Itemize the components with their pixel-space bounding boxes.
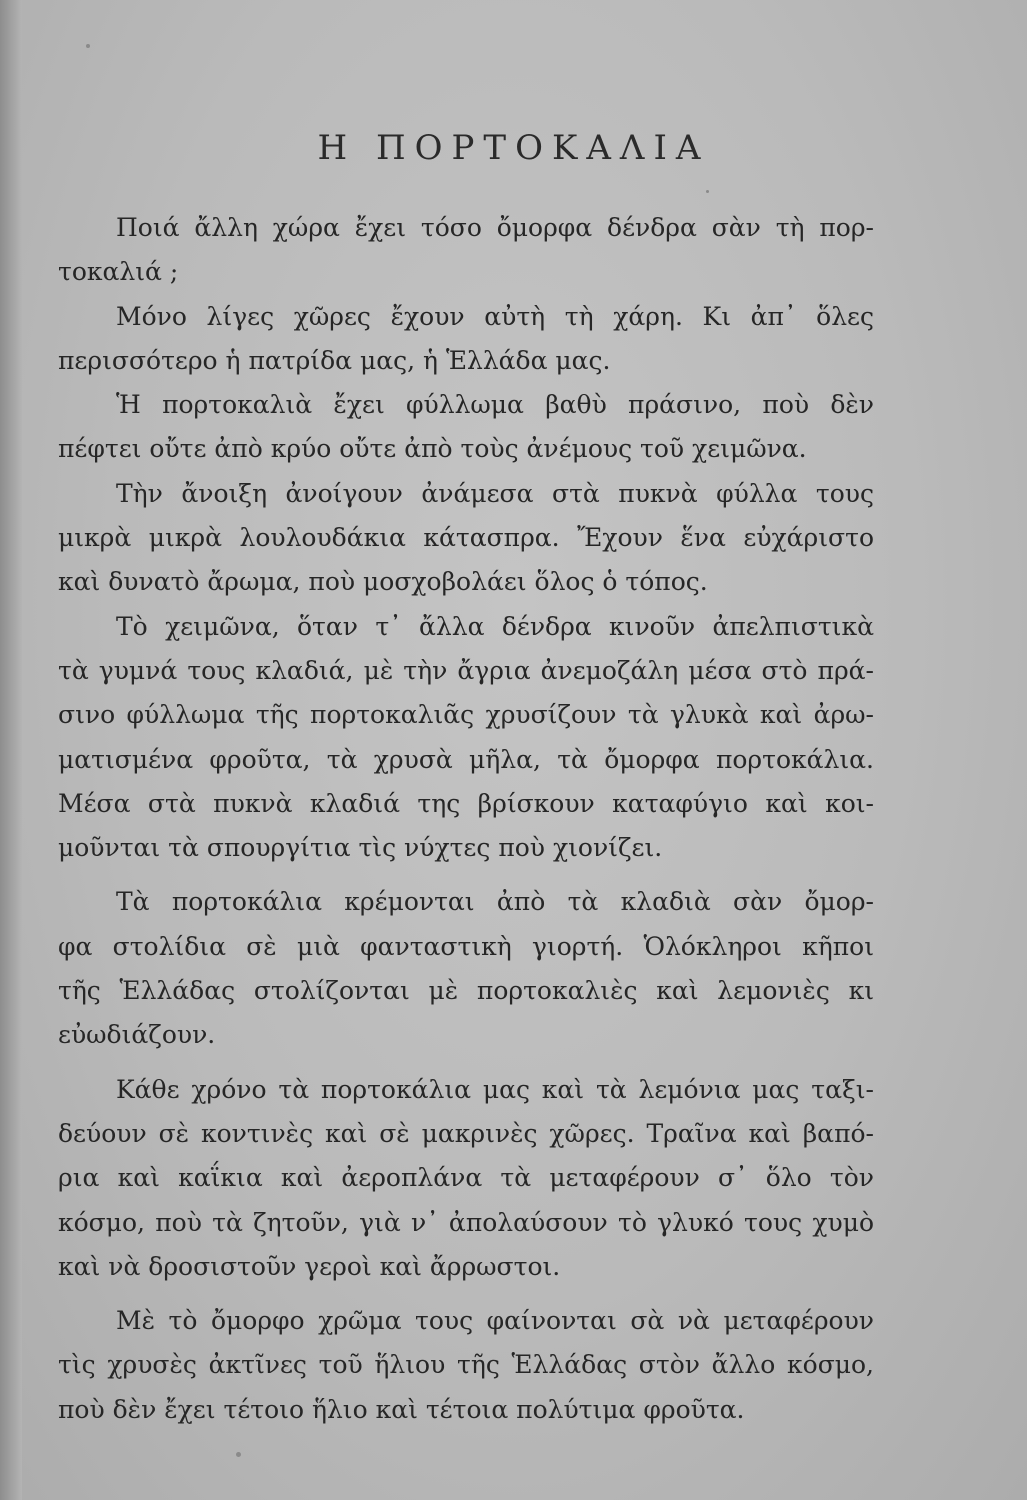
text-line: σινο φύλλωμα τῆς πορτοκαλιᾶς χρυσίζουν τὰ γλυκὰ καὶ ἀρω- (58, 700, 874, 730)
text-line: Μὲ τὸ ὄμορφο χρῶμα τους φαίνονται σὰ νὰ μεταφέρουν (116, 1306, 874, 1336)
text-line: ματισμένα φροῦτα, τὰ χρυσὰ μῆλα, τὰ ὄμορφα πορτοκάλια. (58, 744, 874, 774)
text-line: κόσμο, ποὺ τὰ ζητοῦν, γιὰ ν᾽ ἀπολαύσουν τὸ γλυκό τους χυμὸ (58, 1207, 874, 1237)
print-speck (706, 190, 709, 193)
page-title: Η ΠΟΡΤΟΚΑΛΙΑ (317, 128, 710, 168)
text-line: Τὴν ἄνοιξη ἀνοίγουν ἀνάμεσα στὰ πυκνὰ φύλλα τους (116, 478, 874, 508)
text-line: Κάθε χρόνο τὰ πορτοκάλια μας καὶ τὰ λεμόνια μας ταξι- (116, 1074, 874, 1104)
page-gutter-shadow (0, 0, 22, 1500)
text-line: πέφτει οὔτε ἀπὸ κρύο οὔτε ἀπὸ τοὺς ἀνέμους τοῦ χειμῶνα. (58, 434, 807, 464)
text-line: Μέσα στὰ πυκνὰ κλαδιά της βρίσκουν καταφύγιο καὶ κοι- (58, 788, 874, 818)
text-line: Ποιά ἄλλη χώρα ἔχει τόσο ὄμορφα δένδρα σὰν τὴ πορ- (116, 213, 874, 242)
text-line: Τὰ πορτοκάλια κρέμονται ἀπὸ τὰ κλαδιὰ σὰν ὄμορ- (116, 887, 874, 917)
body-text (58, 206, 874, 1432)
text-line: ποὺ δὲν ἔχει τέτοιο ἥλιο καὶ τέτοια πολύτιμα φροῦτα. (58, 1394, 745, 1424)
print-speck (236, 1452, 241, 1457)
text-line: καὶ δυνατὸ ἄρωμα, ποὺ μοσχοβολάει ὅλος ὁ τόπος. (58, 567, 708, 597)
text-line: Μόνο λίγες χῶρες ἔχουν αὐτὴ τὴ χάρη. Κι ἀπ᾽ ὅλες (116, 301, 874, 331)
text-line: Τὸ χειμῶνα, ὅταν τ᾽ ἄλλα δένδρα κινοῦν ἀπελπιστικὰ (116, 611, 874, 641)
text-line: καὶ νὰ δροσιστοῦν γεροὶ καὶ ἄρρωστοι. (58, 1251, 561, 1281)
text-line: τῆς Ἑλλάδας στολίζονται μὲ πορτοκαλιὲς καὶ λεμονιὲς κι (58, 976, 874, 1006)
text-line: μικρὰ μικρὰ λουλουδάκια κάτασπρα. Ἔχουν ἕνα εὐχάριστο (58, 523, 874, 553)
text-line: ρια καὶ καΐκια καὶ ἀεροπλάνα τὰ μεταφέρουν σ᾽ ὅλο τὸν (58, 1163, 874, 1193)
text-line: τοκαλιά ; (58, 257, 179, 287)
text-line: τὶς χρυσὲς ἀκτῖνες τοῦ ἥλιου τῆς Ἑλλάδας στὸν ἄλλο κόσμο, (58, 1350, 874, 1380)
text-line: μοῦνται τὰ σπουργίτια τὶς νύχτες ποὺ χιονίζει. (58, 833, 663, 863)
text-line: Ἡ πορτοκαλιὰ ἔχει φύλλωμα βαθὺ πράσινο, ποὺ δὲν (116, 390, 874, 420)
text-line: δεύουν σὲ κοντινὲς καὶ σὲ μακρινὲς χῶρες. Τραῖνα καὶ βαπό- (58, 1118, 874, 1148)
text-line: τὰ γυμνά τους κλαδιά, μὲ τὴν ἄγρια ἀνεμοζάλη μέσα στὸ πρά- (58, 655, 874, 685)
print-speck (86, 44, 90, 48)
text-line: εὐωδιάζουν. (58, 1020, 216, 1050)
text-line: φα στολίδια σὲ μιὰ φανταστικὴ γιορτή. Ὁλόκληροι κῆποι (58, 931, 874, 961)
text-line: περισσότερο ἡ πατρίδα μας, ἡ Ἑλλάδα μας. (58, 345, 611, 375)
